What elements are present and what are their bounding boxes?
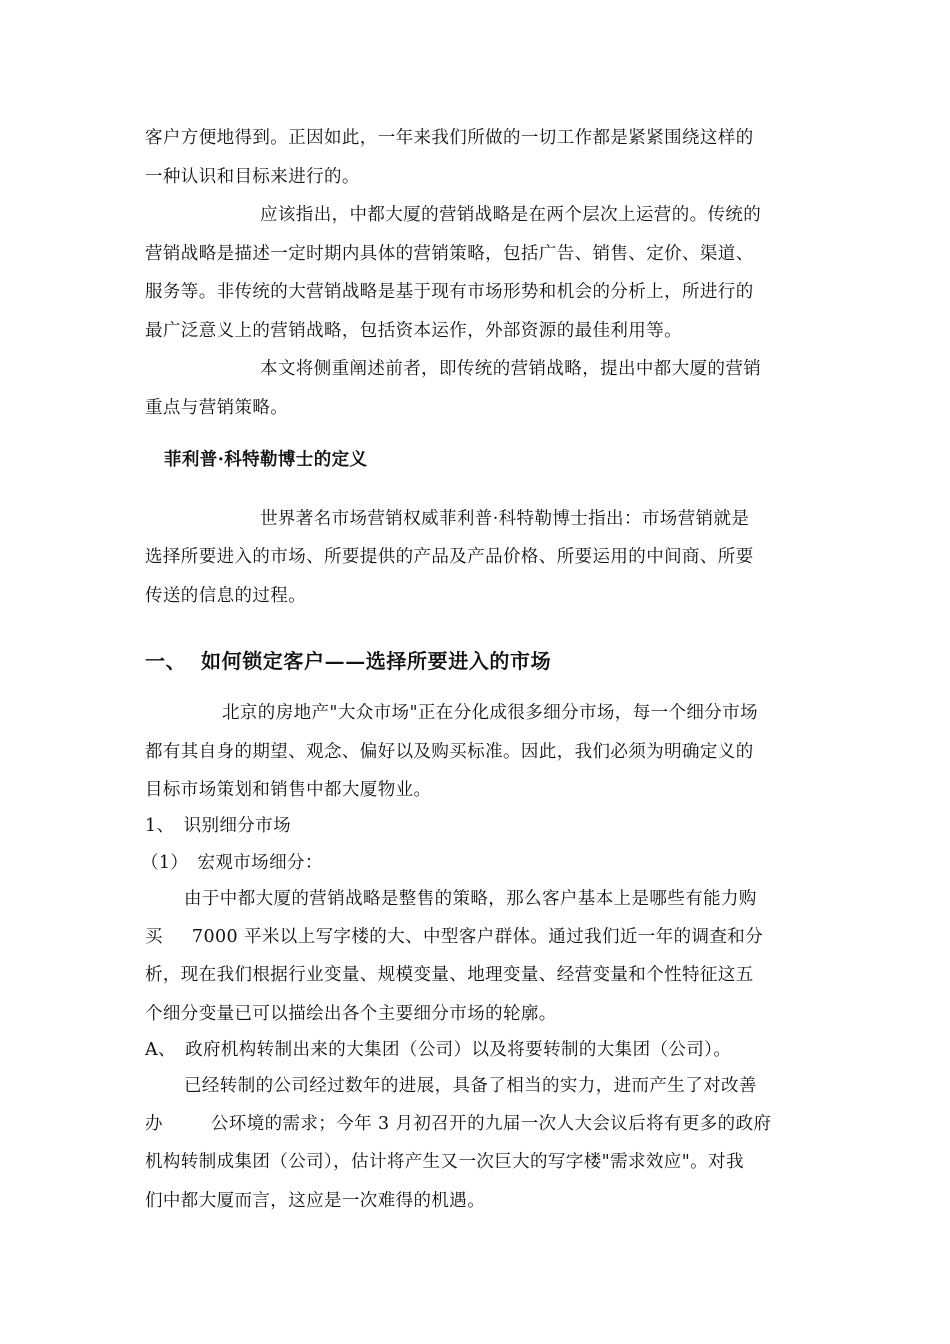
- list-item-heading: A、 政府机构转制出来的大集团（公司）以及将要转制的大集团（公司）。: [145, 1040, 732, 1060]
- paragraph-line: 本文将侧重阐述前者，即传统的营销战略，提出中都大厦的营销: [260, 359, 762, 379]
- paragraph-line: 机构转制成集团（公司），估计将产生又一次巨大的写字楼"需求效应"。对我: [145, 1152, 744, 1172]
- paragraph-line: 选择所要进入的市场、所要提供的产品及产品价格、所要运用的中间商、所要: [145, 547, 754, 567]
- definition-subheading: 菲利普·科特勒博士的定义: [164, 450, 368, 470]
- paragraph-line: 应该指出，中都大厦的营销战略是在两个层次上运营的。传统的: [260, 205, 762, 225]
- paragraph-line: 析，现在我们根据行业变量、规模变量、地理变量、经营变量和个性特征这五: [145, 965, 754, 985]
- paragraph-line: 世界著名市场营销权威菲利普·科特勒博士指出：市场营销就是: [260, 509, 750, 529]
- paragraph-line: 由于中都大厦的营销战略是整售的策略，那么客户基本上是哪些有能力购: [184, 889, 757, 909]
- paragraph-fragment: 7000 平米以上写字楼的大、中型客户群体。通过我们近一年的调查和分: [191, 927, 764, 947]
- paragraph-line: 最广泛意义上的营销战略，包括资本运作，外部资源的最佳利用等。: [145, 321, 682, 341]
- paragraph-line: 们中都大厦而言，这应是一次难得的机遇。: [145, 1191, 486, 1211]
- paragraph-line: 个细分变量已可以描绘出各个主要细分市场的轮廓。: [145, 1004, 557, 1024]
- paragraph-line: 北京的房地产"大众市场"正在分化成很多细分市场，每一个细分市场: [222, 703, 758, 723]
- paragraph-fragment: 公环境的需求；今年 3 月初召开的九届一次人大会议后将有更多的政府: [210, 1114, 772, 1134]
- list-item-subheading: （1） 宏观市场细分：: [141, 853, 323, 873]
- paragraph-line: 目标市场策划和销售中都大厦物业。: [145, 780, 432, 800]
- paragraph-line: 传送的信息的过程。: [145, 586, 307, 606]
- paragraph-line: 都有其自身的期望、观念、偏好以及购买标准。因此，我们必须为明确定义的: [145, 742, 754, 762]
- section-number: 一、: [145, 649, 187, 673]
- paragraph-line: 营销战略是描述一定时期内具体的营销策略，包括广告、销售、定价、渠道、: [145, 244, 754, 264]
- paragraph-fragment: 买: [145, 927, 163, 947]
- list-item-heading: 1、 识别细分市场: [145, 816, 291, 836]
- paragraph-line: 服务等。非传统的大营销战略是基于现有市场形势和机会的分析上，所进行的: [145, 282, 754, 302]
- paragraph-line: 一种认识和目标来进行的。: [145, 167, 360, 187]
- paragraph-line: 已经转制的公司经过数年的进展，具备了相当的实力，进而产生了对改善: [184, 1076, 757, 1096]
- paragraph-line: [145, 1113, 771, 1135]
- paragraph-line: [145, 926, 763, 948]
- paragraph-fragment: 办: [145, 1114, 163, 1134]
- paragraph-line: 重点与营销策略。: [145, 398, 289, 418]
- section-heading: [145, 650, 551, 672]
- paragraph-line: 客户方便地得到。正因如此，一年来我们所做的一切工作都是紧紧围绕这样的: [145, 128, 754, 148]
- section-title: 如何锁定客户——选择所要进入的市场: [201, 649, 552, 673]
